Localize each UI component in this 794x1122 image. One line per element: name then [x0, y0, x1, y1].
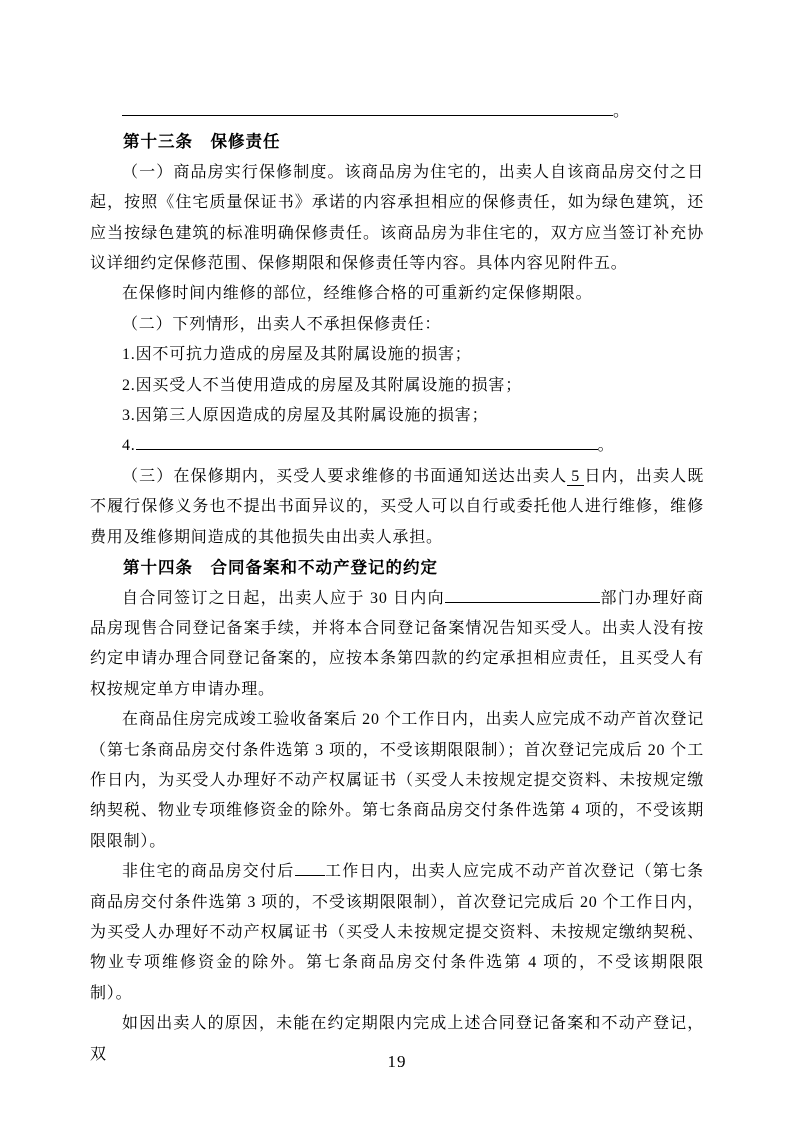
- blank-fill-in-field: [136, 434, 598, 450]
- clause-13-item-2: （二）下列情形，出卖人不承担保修责任：: [122, 315, 442, 333]
- underlined-filled-value: 5: [567, 468, 584, 486]
- page-number: 19: [387, 1052, 407, 1071]
- clause-13-item-3: （三）在保修期内，买受人要求维修的书面通知送达出卖人 5 日内，出卖人既不履行保修义务也不提出书面异议的，买受人可以自行或委托他人进行维修，维修费用及维修期间造成的其他损失由出卖人承担。: [90, 467, 704, 546]
- clause-14-nonresidential-registration: 非住宅的商品房交付后 工作日内，出卖人应完成不动产首次登记（第七条商品房交付条件选第 3 项的，不受该期限限制），首次登记完成后 20 个工作日内，为买受人办理好不动产权属证书（买受人未按规定提交资料、未按规定缴纳契税、物业专项维修资金的除外。第七条商品房交付条件选第 4 项的，不受该期限限制）。: [90, 857, 704, 1009]
- clause-14-residential-registration: 在商品住房完成竣工验收备案后 20 个工作日内，出卖人应完成不动产首次登记（第七条商品房交付条件选第 3 项的，不受该期限限制）；首次登记完成后 20 个工作日内，为买受人办理好不动产权属证书（买受人未按规定提交资料、未按规定缴纳契税、物业专项维修资金的除外。第七条商品房交付条件选第 4 项的，不受该期限限制）。: [90, 711, 704, 850]
- clause-13-item-1: （一）商品房实行保修制度。该商品房为住宅的，出卖人自该商品房交付之日起，按照《住宅质量保证书》承诺的内容承担相应的保修责任，如为绿色建筑，还应当按绿色建筑的标准明确保修责任。该商品房为非住宅的，双方应当签订补充协议详细约定保修范围、保修期限和保修责任等内容。具体内容见附件五。: [90, 163, 704, 273]
- document-body: [90, 97, 704, 1070]
- clause-14-seller-fault: 如因出卖人的原因，未能在约定期限内完成上述合同登记备案和不动产登记，双: [90, 1015, 704, 1063]
- list-item-1: 1.因不可抗力造成的房屋及其附属设施的损害；: [122, 346, 472, 364]
- list-item-4: 4. 。: [90, 431, 704, 461]
- clause-14-filing: 自合同签订之日起，出卖人应于 30 日内向 部门办理好商品房现售合同登记备案手续，并将本合同登记备案情况告知买受人。出卖人没有按约定申请办理合同登记备案的，应按本条第四款的约定承担相应责任，且买受人有权按规定单方申请办理。: [90, 584, 704, 706]
- continuation-blank-line: 。: [90, 97, 704, 127]
- list-item-3: 3.因第三人原因造成的房屋及其附属设施的损害；: [122, 407, 489, 425]
- blank-fill-in-field: [295, 860, 325, 876]
- blank-fill-in-field: [445, 587, 600, 603]
- clause-13-repair-period: 在保修时间内维修的部位，经维修合格的可重新约定保修期限。: [122, 285, 593, 303]
- blank-fill-in-field: [122, 100, 613, 116]
- article-13-heading: 第十三条 保修责任: [123, 133, 281, 152]
- article-14-heading: 第十四条 合同备案和不动产登记的约定: [123, 559, 438, 578]
- list-item-2: 2.因买受人不当使用造成的房屋及其附属设施的损害；: [122, 376, 523, 394]
